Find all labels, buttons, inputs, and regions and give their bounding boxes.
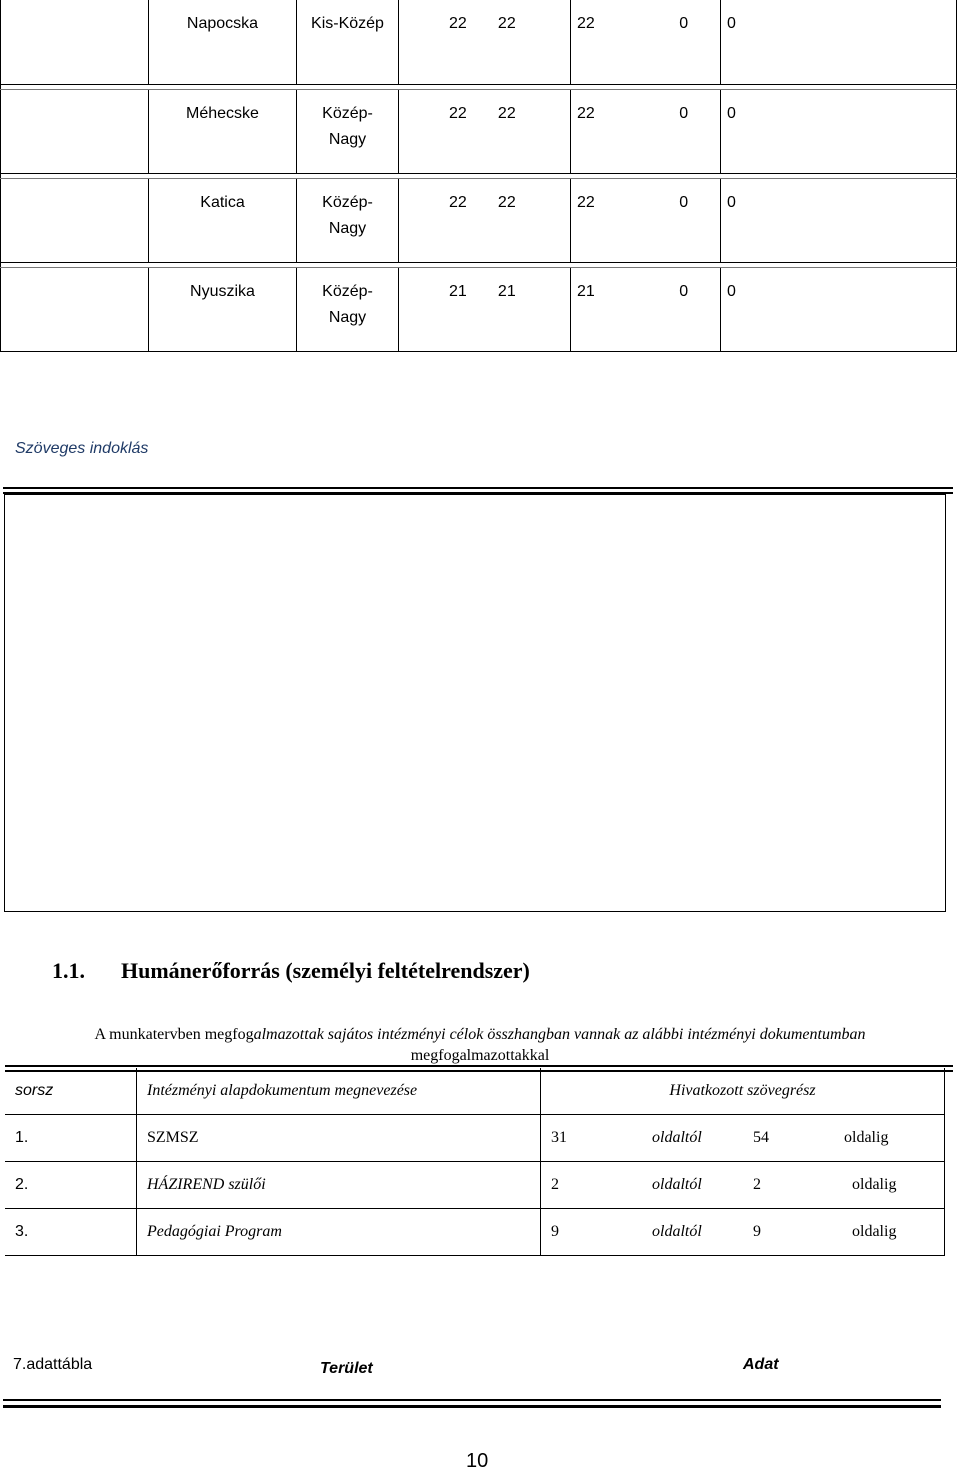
- table-row: [1, 178, 957, 262]
- group-name: Katica: [149, 178, 297, 262]
- col-header-number: sorsz: [15, 1082, 54, 1099]
- section-title: Humánerőforrás (személyi feltételrendszer): [121, 958, 530, 983]
- group-count-3: 22 0: [571, 89, 721, 173]
- group-count-5: 0: [721, 89, 957, 173]
- group-type: Közép- Nagy: [297, 178, 399, 262]
- box-top-rule: [3, 487, 953, 494]
- table7-col-area: Terület: [320, 1360, 373, 1377]
- table7-top-rule: [3, 1399, 941, 1408]
- group-count-1: 22 22: [399, 178, 571, 262]
- document-name: HÁZIREND szülői: [147, 1176, 266, 1193]
- row-number: 3.: [5, 1209, 137, 1256]
- group-count-3: 21 0: [571, 267, 721, 351]
- group-count-3: 22 0: [571, 178, 721, 262]
- group-type: Közép- Nagy: [297, 267, 399, 351]
- group-name: Méhecske: [149, 89, 297, 173]
- group-name: Napocska: [149, 0, 297, 84]
- group-count-3: 22 0: [571, 0, 721, 84]
- group-count-1: 22 22: [399, 89, 571, 173]
- document-name: Pedagógiai Program: [147, 1223, 282, 1240]
- page-to: 2: [753, 1176, 761, 1193]
- group-count-1: 21 21: [399, 267, 571, 351]
- group-count-5: 0: [721, 0, 957, 84]
- group-name: Nyuszika: [149, 267, 297, 351]
- page-to: 54: [753, 1129, 769, 1146]
- group-count-5: 0: [721, 267, 957, 351]
- table-row: [1, 0, 957, 84]
- col-header-document: Intézményi alapdokumentum megnevezése: [147, 1082, 418, 1099]
- page-from: 31: [541, 1115, 643, 1162]
- group-type: Közép- Nagy: [297, 89, 399, 173]
- table-header-row: [5, 1068, 945, 1115]
- table-row: 3. Pedagógiai Program 9 oldaltól 9 oldalig: [5, 1209, 945, 1256]
- table-row: [1, 267, 957, 351]
- section-number: 1.1.: [52, 958, 85, 983]
- group-type: Kis-Közép: [297, 0, 399, 84]
- row-number: 2.: [5, 1162, 137, 1209]
- document-reference-table: [5, 1068, 945, 1256]
- intro-paragraph: A munkatervben megfogalmazottak sajátos intézményi célok összhangban vannak az alábbi intézményi dokumentumban megfogalmazottakkal: [94, 1026, 866, 1064]
- section-heading: [52, 958, 530, 984]
- col-header-reference: Hivatkozott szövegrész: [669, 1082, 816, 1099]
- group-count-1: 22 22: [399, 0, 571, 84]
- justification-textarea[interactable]: [4, 494, 946, 912]
- table7-label: 7.adattábla: [13, 1356, 93, 1373]
- document-name: SZMSZ: [137, 1115, 541, 1162]
- table7-col-data: Adat: [743, 1356, 779, 1373]
- page-number: 10: [466, 1450, 489, 1472]
- table-row: 1. SZMSZ 31 oldaltól 54 oldalig: [5, 1115, 945, 1162]
- justification-label: Szöveges indoklás: [15, 440, 149, 457]
- table-row: [1, 89, 957, 173]
- group-table: [0, 0, 957, 352]
- row-number: 1.: [5, 1115, 137, 1162]
- group-count-5: 0: [721, 178, 957, 262]
- page-from: 2: [541, 1162, 643, 1209]
- page-to: 9: [753, 1223, 761, 1240]
- page-from: 9: [541, 1209, 643, 1256]
- table-row: 2. HÁZIREND szülői 2 oldaltól 2 oldalig: [5, 1162, 945, 1209]
